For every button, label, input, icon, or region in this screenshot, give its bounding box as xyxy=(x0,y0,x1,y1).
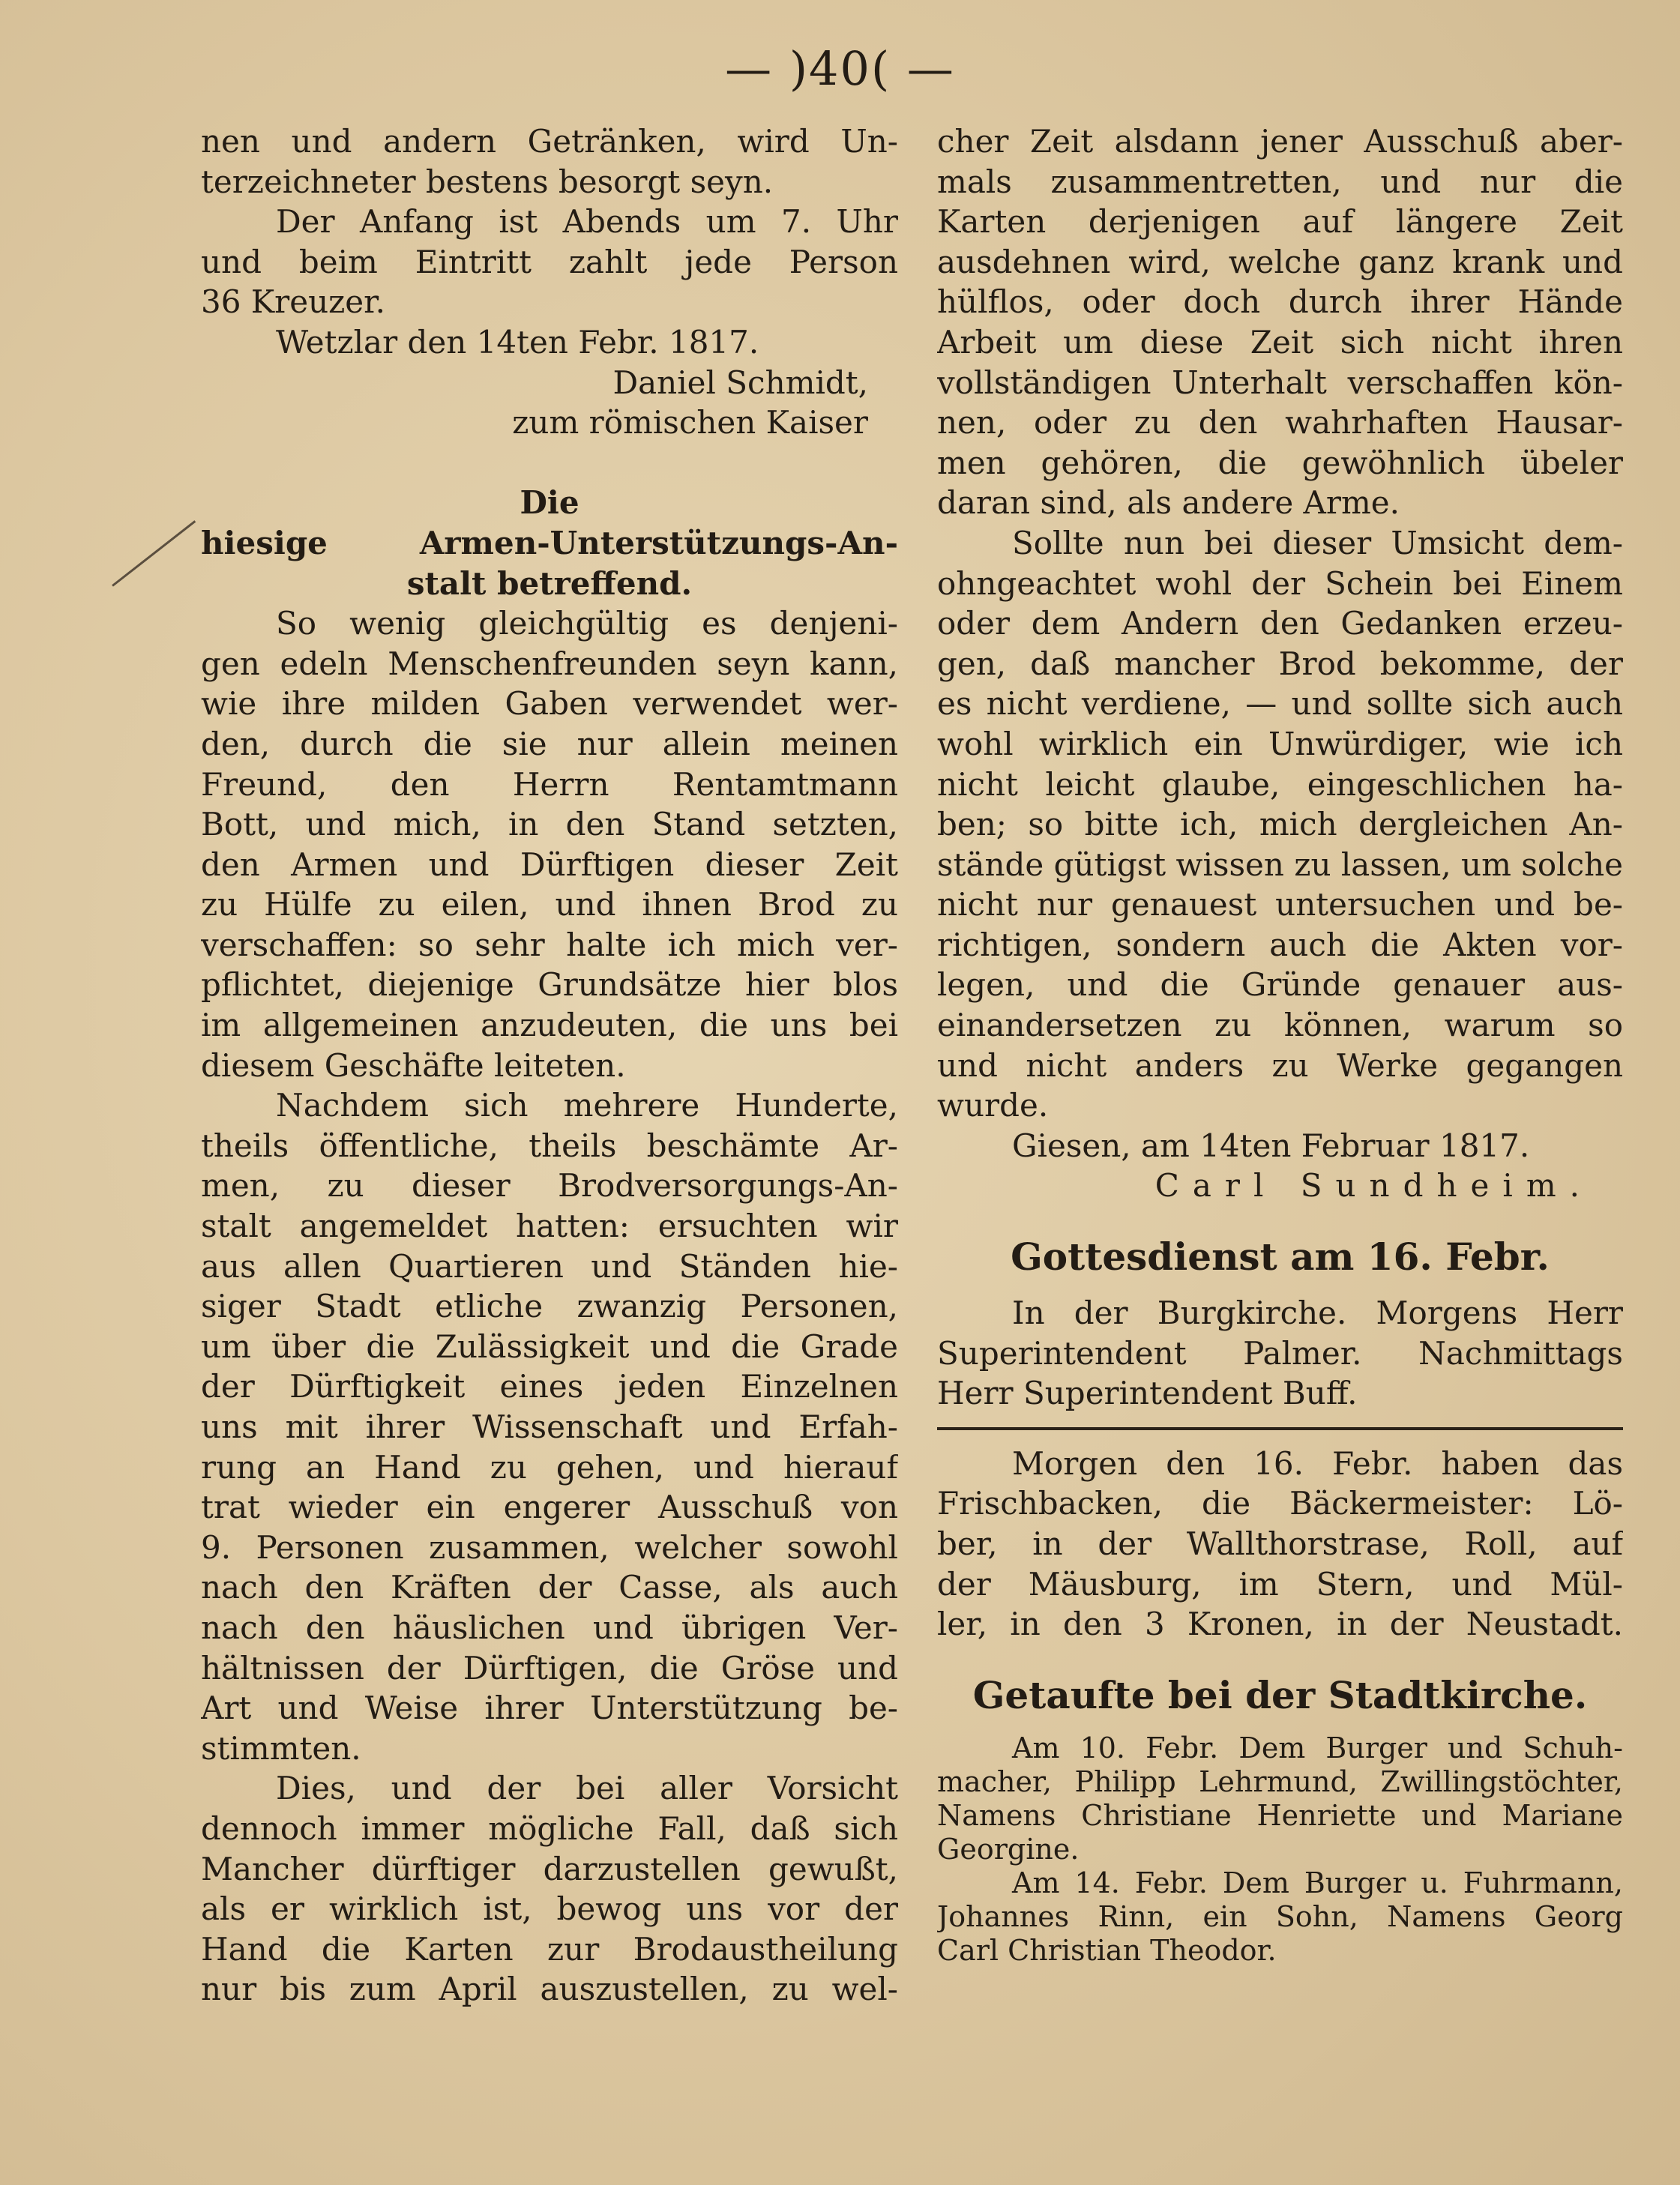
text-line: gen, daß mancher Brod bekomme, der xyxy=(937,645,1623,682)
text-line: richtigen, sondern auch die Akten vor- xyxy=(937,926,1623,963)
text-line: Art und Weise ihrer Unterstützung be- xyxy=(201,1690,898,1727)
text-line: Nachdem sich mehrere Hunderte, xyxy=(276,1087,898,1124)
text-line: nach den häuslichen und übrigen Ver- xyxy=(201,1609,898,1646)
text-line: siger Stadt etliche zwanzig Personen, xyxy=(201,1288,898,1325)
text-line: Johannes Rinn, ein Sohn, Namens Georg xyxy=(937,1899,1623,1933)
section-divider xyxy=(937,1427,1623,1430)
text-line: Die xyxy=(520,484,579,522)
spacer xyxy=(937,1206,1623,1236)
text-line: Hand die Karten zur Brodaustheilung xyxy=(201,1930,898,1968)
text-line: ler, in den 3 Kronen, in der Neustadt. xyxy=(937,1606,1623,1643)
bakers-section xyxy=(937,1444,1623,1645)
text-line: ausdehnen wird, welche ganz krank und xyxy=(937,243,1623,280)
text-line: Carl Christian Theodor. xyxy=(937,1933,1277,1967)
text-line: stalt betreffend. xyxy=(406,564,693,602)
text-line: 9. Personen zusammen, welcher sowohl xyxy=(201,1528,898,1566)
text-line: nur bis zum April auszustellen, zu wel- xyxy=(201,1971,898,2008)
text-line: pflichtet, diejenige Grundsätze hier blos xyxy=(201,966,898,1004)
spacer xyxy=(937,1645,1623,1675)
text-line: uns mit ihrer Wissenschaft und Erfah- xyxy=(201,1408,898,1445)
spacer xyxy=(937,1717,1623,1732)
text-line: daran sind, als andere Arme. xyxy=(937,484,1400,522)
text-line: Herr Superintendent Buff. xyxy=(937,1375,1358,1412)
text-line: Namens Christiane Henriette und Mariane xyxy=(937,1798,1623,1832)
text-line: Am 10. Febr. Dem Burger und Schuh- xyxy=(1012,1731,1623,1764)
text-line: wurde. xyxy=(937,1087,1049,1124)
text-line: Wetzlar den 14ten Febr. 1817. xyxy=(276,323,759,361)
text-line: macher, Philipp Lehrmund, Zwillingstöchter, xyxy=(937,1764,1623,1798)
stray-pen-mark xyxy=(112,520,196,587)
text-line: cher Zeit alsdann jener Ausschuß aber- xyxy=(937,123,1623,160)
text-line: men, zu dieser Brodversorgungs-An- xyxy=(201,1167,898,1205)
relief-notice-continuation xyxy=(937,121,1623,1206)
text-line: der Mäusburg, im Stern, und Mül- xyxy=(937,1565,1623,1603)
text-line: es nicht verdiene, — und sollte sich auch xyxy=(937,685,1623,723)
left-column xyxy=(201,121,898,2010)
text-line: aus allen Quartieren und Ständen hie- xyxy=(201,1247,898,1285)
text-line: Arbeit um diese Zeit sich nicht ihren xyxy=(937,323,1623,361)
text-line: hülflos, oder doch durch ihrer Hände xyxy=(937,283,1623,321)
text-line: Daniel Schmidt, xyxy=(612,364,868,401)
text-line: nicht nur genauest untersuchen und be- xyxy=(937,886,1623,923)
text-line: den, durch die sie nur allein meinen xyxy=(201,725,898,762)
text-line: Superintendent Palmer. Nachmittags xyxy=(937,1334,1623,1372)
baptisms-section xyxy=(937,1732,1623,1968)
text-line: ohngeachtet wohl der Schein bei Einem xyxy=(937,564,1623,602)
text-line: ber, in der Wallthorstrase, Roll, auf xyxy=(937,1525,1623,1562)
text-line: Giesen, am 14ten Februar 1817. xyxy=(1012,1127,1530,1164)
text-line: der Dürftigkeit eines jeden Einzelnen xyxy=(201,1368,898,1405)
text-line: und nicht anders zu Werke gegangen xyxy=(937,1046,1623,1084)
spacer xyxy=(937,1278,1623,1293)
text-line: hiesige Armen-Unterstützungs-An- xyxy=(201,524,898,561)
text-line: zu Hülfe zu eilen, und ihnen Brod zu xyxy=(201,886,898,923)
baptisms-heading: Getaufte bei der Stadtkirche. xyxy=(972,1674,1588,1717)
text-line: terzeichneter bestens besorgt seyn. xyxy=(201,163,774,200)
text-line: dennoch immer mögliche Fall, daß sich xyxy=(201,1809,898,1847)
text-line: legen, und die Gründe genauer aus- xyxy=(937,966,1623,1004)
text-line: um über die Zulässigkeit und die Grade xyxy=(201,1327,898,1365)
text-line: diesem Geschäfte leiteten. xyxy=(201,1046,626,1084)
text-line: oder dem Andern den Gedanken erzeu- xyxy=(937,605,1623,642)
text-line: und beim Eintritt zahlt jede Person xyxy=(201,243,898,280)
text-line: Georgine. xyxy=(937,1832,1080,1866)
text-line: stimmten. xyxy=(201,1729,361,1767)
text-line: Bott, und mich, in den Stand setzten, xyxy=(201,806,898,843)
text-line: hältnissen der Dürftigen, die Gröse und xyxy=(201,1649,898,1687)
text-line: stände gütigst wissen zu lassen, um solche xyxy=(937,846,1623,883)
text-line: wie ihre milden Gaben verwendet wer- xyxy=(201,685,898,723)
text-line: als er wirklich ist, bewog uns vor der xyxy=(201,1890,898,1928)
page-number-header: — )40( — xyxy=(725,41,955,96)
text-line: nen, oder zu den wahrhaften Hausar- xyxy=(937,404,1623,441)
text-line: Freund, den Herrn Rentamtmann xyxy=(201,765,898,803)
line-gap xyxy=(201,443,898,483)
worship-heading: Gottesdienst am 16. Febr. xyxy=(1011,1236,1550,1279)
text-line: Karten derjenigen auf längere Zeit xyxy=(937,203,1623,241)
text-line: nicht leicht glaube, eingeschlichen ha- xyxy=(937,765,1623,803)
text-line: rung an Hand zu gehen, und hierauf xyxy=(201,1448,898,1486)
text-line: men gehören, die gewöhnlich übeler xyxy=(937,444,1623,481)
text-line: wohl wirklich ein Unwürdiger, wie ich xyxy=(937,725,1623,762)
text-line: 36 Kreuzer. xyxy=(201,283,385,321)
text-line: mals zusammentretten, und nur die xyxy=(937,163,1623,200)
text-line: Am 14. Febr. Dem Burger u. Fuhrmann, xyxy=(1012,1866,1623,1899)
text-line: Sollte nun bei dieser Umsicht dem- xyxy=(1012,524,1623,561)
text-line: einandersetzen zu können, warum so xyxy=(937,1007,1623,1044)
text-line: verschaffen: so sehr halte ich mich ver- xyxy=(201,926,898,963)
text-line: Morgen den 16. Febr. haben das xyxy=(1012,1444,1623,1482)
worship-section xyxy=(937,1293,1623,1414)
text-line: So wenig gleichgültig es denjeni- xyxy=(276,605,898,642)
text-line: vollständigen Unterhalt verschaffen kön- xyxy=(937,364,1623,401)
text-line: stalt angemeldet hatten: ersuchten wir xyxy=(201,1208,898,1245)
text-line: nach den Kräften der Casse, als auch xyxy=(201,1569,898,1606)
text-line: gen edeln Menschenfreunden seyn kann, xyxy=(201,645,898,682)
text-line: Dies, und der bei aller Vorsicht xyxy=(276,1770,898,1807)
right-column xyxy=(937,121,1623,1968)
text-line: den Armen und Dürftigen dieser Zeit xyxy=(201,846,898,883)
text-line: trat wieder ein engerer Ausschuß von xyxy=(201,1489,898,1526)
text-line: ben; so bitte ich, mich dergleichen An- xyxy=(937,806,1623,843)
text-line: In der Burgkirche. Morgens Herr xyxy=(1012,1295,1623,1332)
text-line: zum römischen Kaiser xyxy=(512,404,868,441)
text-line: Mancher dürftiger darzustellen gewußt, xyxy=(201,1850,898,1887)
text-line: Carl Sundheim. xyxy=(1154,1167,1593,1205)
text-line: im allgemeinen anzudeuten, die uns bei xyxy=(201,1007,898,1044)
text-line: Der Anfang ist Abends um 7. Uhr xyxy=(276,203,898,241)
text-line: nen und andern Getränken, wird Un- xyxy=(201,123,898,160)
text-line: theils öffentliche, theils beschämte Ar- xyxy=(201,1127,898,1164)
text-line: Frischbacken, die Bäckermeister: Lö- xyxy=(937,1485,1623,1522)
